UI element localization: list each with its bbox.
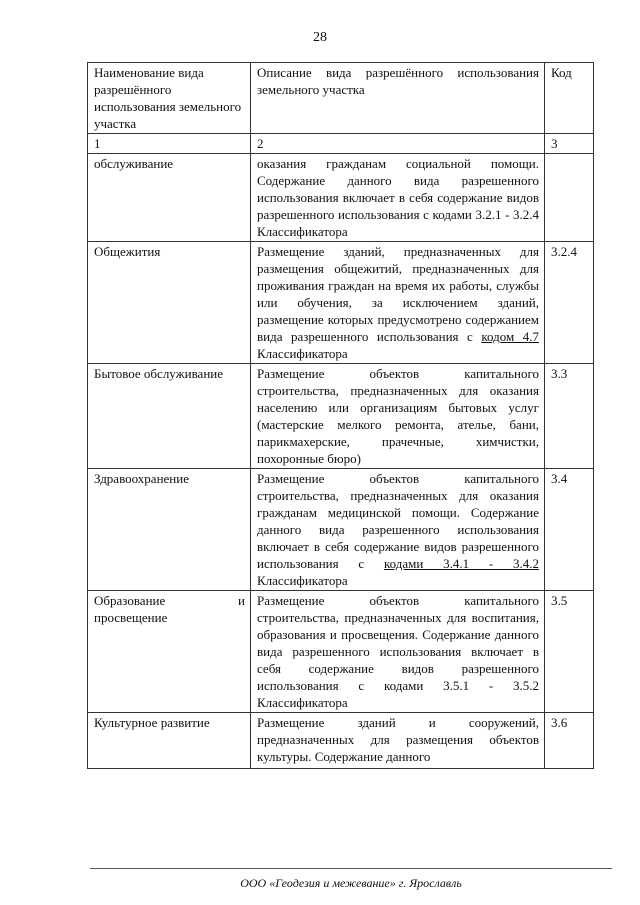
footer-text: ООО «Геодезия и межевание» г. Ярославль bbox=[240, 876, 462, 890]
row-code: 3.2.4 bbox=[545, 242, 594, 364]
column-number-row bbox=[88, 134, 594, 154]
row-name: Общежития bbox=[88, 242, 251, 364]
table-row bbox=[88, 242, 594, 364]
table-row bbox=[88, 154, 594, 242]
land-use-table bbox=[87, 62, 594, 769]
header-description: Описание вида разрешённого использования земельного участка bbox=[251, 63, 545, 134]
header-code: Код bbox=[545, 63, 594, 134]
row-description: Размещение объектов капитального строительства, предназначенных для оказания населению или организациям бытовых услуг (мастерские мелкого ремонта, ателье, бани, парикмахерские, прачечные, химчистки, похоронные бюро) bbox=[251, 364, 545, 469]
header-name: Наименование вида разрешённого использования земельного участка bbox=[88, 63, 251, 134]
row-name: обслуживание bbox=[88, 154, 251, 242]
table-row bbox=[88, 713, 594, 769]
description-text-end: Классификатора bbox=[257, 346, 348, 361]
column-number-3: 3 bbox=[545, 134, 594, 154]
column-number-2: 2 bbox=[251, 134, 545, 154]
row-code: 3.6 bbox=[545, 713, 594, 769]
row-description: оказания гражданам социальной помощи. Содержание данного вида разрешенного использования включает в себя содержание видов разрешенного использования с кодами 3.2.1 - 3.2.4 Классификатора bbox=[251, 154, 545, 242]
row-code: 3.5 bbox=[545, 591, 594, 713]
column-number-1: 1 bbox=[88, 134, 251, 154]
row-name bbox=[88, 591, 251, 713]
row-code: 3.4 bbox=[545, 469, 594, 591]
row-description bbox=[251, 242, 545, 364]
row-description: Размещение зданий и сооружений, предназначенных для размещения объектов культуры. Содержание данного bbox=[251, 713, 545, 769]
row-code bbox=[545, 154, 594, 242]
row-name-part3: просвещение bbox=[94, 610, 168, 625]
code-reference-link[interactable]: кодами 3.4.1 - 3.4.2 bbox=[383, 556, 540, 571]
table-header-row bbox=[88, 63, 594, 134]
description-text-end: Классификатора bbox=[257, 573, 348, 588]
table-row bbox=[88, 469, 594, 591]
description-text: Размещение объектов капитального строительства, предназначенных для оказания гражданам медицинской помощи. Содержание данного вида разрешенного использования включает в себя содержание видов разрешенного использования с bbox=[257, 471, 539, 571]
table-row bbox=[88, 364, 594, 469]
table-row bbox=[88, 591, 594, 713]
row-name-part2: и bbox=[238, 593, 245, 608]
row-code: 3.3 bbox=[545, 364, 594, 469]
page-number: 28 bbox=[313, 30, 327, 45]
row-name: Культурное развитие bbox=[88, 713, 251, 769]
description-text: Размещение зданий, предназначенных для размещения общежитий, предназначенных для проживания граждан на время их работы, службы или обучения, за исключением зданий, размещение которых предусмотрено содержанием вида разрешенного использования с bbox=[257, 244, 539, 344]
footer-divider bbox=[90, 868, 612, 869]
row-description bbox=[251, 469, 545, 591]
code-reference-link[interactable]: кодом 4.7 bbox=[481, 329, 540, 344]
row-name-part1: Образование bbox=[94, 593, 166, 608]
row-name: Бытовое обслуживание bbox=[88, 364, 251, 469]
row-description: Размещение объектов капитального строительства, предназначенных для воспитания, образования и просвещения. Содержание данного вида разрешенного использования включает в себя содержание видов разрешенного использования с кодами 3.5.1 - 3.5.2 Классификатора bbox=[251, 591, 545, 713]
row-name: Здравоохранение bbox=[88, 469, 251, 591]
